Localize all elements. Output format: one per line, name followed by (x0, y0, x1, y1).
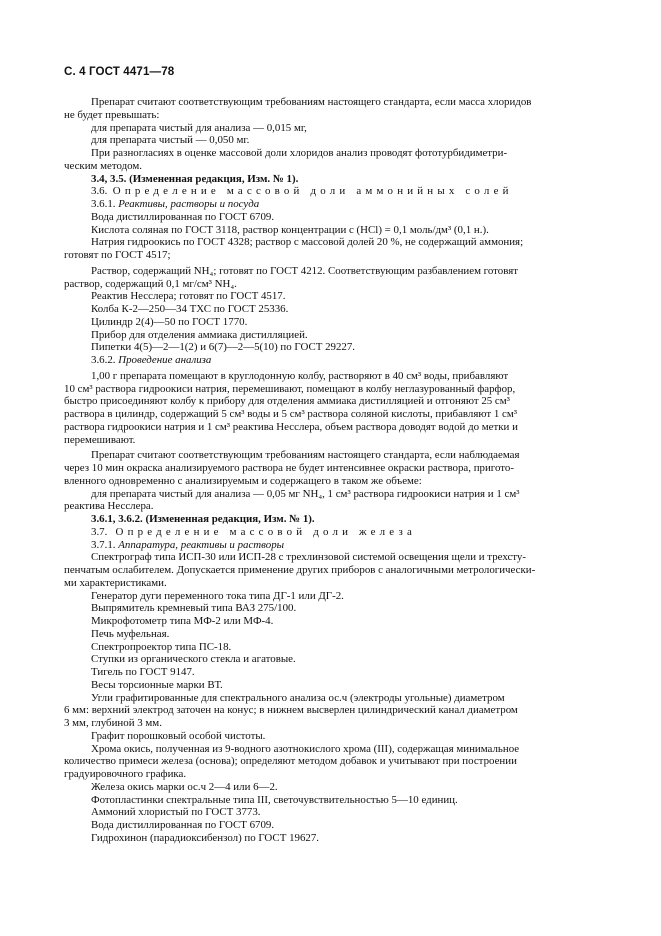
list-item: Тигель по ГОСТ 9147. (91, 666, 195, 678)
section-heading-3-6: 3.6. Определение массовой доли аммонийных солей (91, 185, 513, 198)
list-item: Гидрохинон (парадиоксибензол) по ГОСТ 19627. (91, 831, 320, 844)
list-item: Графит порошковый особой чистоты. (91, 729, 266, 742)
list-item: Натрия гидроокись по ГОСТ 4328; раствор с массовой долей 20 %, не содержащий аммония; (91, 236, 524, 249)
list-item: Цилиндр 2(4)—50 по ГОСТ 1770. (91, 315, 248, 328)
list-item: Аммоний хлористый по ГОСТ 3773. (91, 806, 261, 819)
paragraph-electrodes: Угли графитированные для спектрального анализа ос.ч (электроды угольные) диаметром (91, 691, 505, 704)
list-item: Кислота соляная по ГОСТ 3118, раствор концентрации c (HCl) = 0,1 моль/дм³ (0,1 н.). (91, 223, 489, 236)
paragraph-chromium-oxide: Хрома окись, полученная из 9-водного азотнокислого хрома (III), содержащая минимальное (91, 742, 520, 755)
paragraph-analysis: 1,00 г препарата помещают в круглодонную колбу, растворяют в 40 см³ воды, прибавляют (91, 369, 509, 382)
list-item: Вода дистиллированная по ГОСТ 6709. (91, 210, 275, 223)
paragraph-evaluation: Препарат считают соответствующим требованиям настоящего стандарта, если наблюдаемая (91, 449, 520, 462)
subsection-heading-3-6-1: 3.6.1. Реактивы, растворы и посуда (91, 198, 260, 210)
list-item: Ступки из органического стекла и агатовые. (91, 653, 296, 666)
list-item: для препарата чистый — 0,050 мг. (91, 134, 250, 147)
list-item: Выпрямитель кремневый типа ВАЗ 275/100. (91, 602, 297, 615)
amendment-note: 3.6.1, 3.6.2. (Измененная редакция, Изм. № 1). (91, 513, 315, 525)
list-item: Вода дистиллированная по ГОСТ 6709. (91, 819, 275, 831)
list-item: Фотопластинки спектральные типа III, светочувствительностью 5—10 единиц. (91, 793, 458, 806)
document-body: Препарат считают соответствующим требованиям настоящего стандарта, если масса хлоридов не будет превышать: для препарата чистый для анализа — 0,015 мг, для препарата чистый — 0,050 мг. При разногласиях в оценке массовой доли хлоридов анализ проводят фототурбидиметри- ческим методом. 3.4, 3.5. (Измененная редакция, Изм. № 1). 3.6. Определение массовой доли аммонийных солей 3.6.1. Реактивы, растворы и посуда Вода дистиллированная по ГОСТ 6709. Кислота соляная по ГОСТ 3118, раствор концентрации c (HCl) = 0,1 моль/дм³ (0,1 н.). Натрия гидроокись по ГОСТ 4328; раствор с массовой долей 20 %, не содержащий аммония; готовят по ГОСТ 4517; Раствор, содержащий NH₄; готовят по ГОСТ 4212. Соответствующим разбавлением готовят раствор, содержащий 0,1 мг/см³ NH₄. Реактив Несслера; готовят по ГОСТ 4517. Колба К-2—250—34 ТХС по ГОСТ 25336. Цилиндр 2(4)—50 по ГОСТ 1770. Прибор для отделения аммиака дистилляцией. Пипетки 4(5)—2—1(2) и 6(7)—2—5(10) по ГОСТ 29227. 3.6.2. Проведение анализа 1,00 г препарата помещают в круглодонную колбу, растворяют в 40 см³ воды, прибавляют 10 см³ раствора гидроокиси натрия, перемешивают, помещают в колбу неглазурованный фарфор, быстро присоединяют колбу к прибору для отделения аммиака дистилляцией и отгоняют 25 см³ раствора в цилиндр, содержащий 5 см³ воды и 5 см³ раствора соляной кислоты, прибавляют 1 см³ раствора гидроокиси натрия и 1 см³ реактива Несслера, объем раствора доводят водой до метки и перемешивают. Препарат считают соответствующим требованиям настоящего стандарта, если наблюдаемая через 10 мин окраска анализируемого раствора не будет интенсивнее окраски раствора, пригото- вленного одновременно с анализируемым и содержащего в таком же объеме: для препарата чистый для анализа — 0,05 мг NH₄, 1 см³ раствора гидроокиси натрия и 1 см³ реактива Несслера. 3.6.1, 3.6.2. (Измененная редакция, Изм. № 1). 3.7. Определение массовой доли железа 3.7.1. Аппаратура, реактивы и растворы Спектрограф типа ИСП-30 или ИСП-28 с трехлинзовой системой освещения щели и трехсту- пенчатым ослабителем. Допускается применение других приборов с аналогичными метрологически- ми характеристиками. Генератор дуги переменного тока типа ДГ-1 или ДГ-2. Выпрямитель кремневый типа ВАЗ 275/100. Микрофотометр типа МФ-2 или МФ-4. Печь муфельная. Спектропроектор типа ПС-18. Ступки из органического стекла и агатовые. Тигель по ГОСТ 9147. Весы торсионные марки ВТ. Угли графитированные для спектрального анализа ос.ч (электроды угольные) диаметром 6 мм: верхний электрод заточен на конус; в нижнем высверлен цилиндрический канал диаметром 3 мм, глубиной 3 мм. Графит порошковый особой чистоты. Хрома окись, полученная из 9-водного азотнокислого хрома (III), содержащая минимальное количество примеси железа (основа); определяют методом добавок и учитывают при построении градуировочного графика. Железа окись марки ос.ч 2—4 или 6—2. Фотопластинки спектральные типа III, светочувствительностью 5—10 единиц. Аммоний хлористый по ГОСТ 3773. Вода дистиллированная по ГОСТ 6709. Гидрохинон (парадиоксибензол) по ГОСТ 19627. (64, 96, 601, 845)
subsection-heading-3-7-1: 3.7.1. Аппаратура, реактивы и растворы (91, 538, 285, 551)
list-item: Пипетки 4(5)—2—1(2) и 6(7)—2—5(10) по ГОСТ 29227. (91, 341, 356, 354)
list-item: Прибор для отделения аммиака дистилляцией. (91, 328, 308, 341)
list-item: для препарата чистый для анализа — 0,05 мг NH₄, 1 см³ раствора гидроокиси натрия и 1 см³ (91, 487, 520, 500)
subsection-heading-3-6-2: 3.6.2. Проведение анализа (91, 354, 212, 366)
paragraph-spectrograph: Спектрограф типа ИСП-30 или ИСП-28 с трехлинзовой системой освещения щели и трехсту- (91, 551, 526, 564)
list-item: Спектропроектор типа ПС-18. (91, 640, 232, 653)
list-item: Генератор дуги переменного тока типа ДГ-1 или ДГ-2. (91, 589, 344, 602)
list-item: Весы торсионные марки ВТ. (91, 678, 223, 691)
paragraph-dispute: При разногласиях в оценке массовой доли хлоридов анализ проводят фототурбидиметри- (91, 147, 508, 159)
paragraph-chloride-requirement: Препарат считают соответствующим требованиям настоящего стандарта, если масса хлоридов (91, 96, 532, 108)
list-item: для препарата чистый для анализа — 0,015 мг, (91, 121, 307, 134)
list-item: Печь муфельная. (91, 627, 170, 640)
list-item: Железа окись марки ос.ч 2—4 или 6—2. (91, 780, 278, 793)
list-item: Раствор, содержащий NH₄; готовят по ГОСТ 4212. Соответствующим разбавлением готовят (91, 264, 519, 277)
section-heading-3-7: 3.7. Определение массовой доли железа (91, 525, 417, 538)
list-item: Реактив Несслера; готовят по ГОСТ 4517. (91, 290, 286, 303)
list-item: Колба К-2—250—34 ТХС по ГОСТ 25336. (91, 303, 289, 315)
page-header: С. 4 ГОСТ 4471—78 (64, 65, 175, 78)
list-item: Микрофотометр типа МФ-2 или МФ-4. (91, 615, 274, 627)
amendment-note: 3.4, 3.5. (Измененная редакция, Изм. № 1). (91, 172, 299, 185)
